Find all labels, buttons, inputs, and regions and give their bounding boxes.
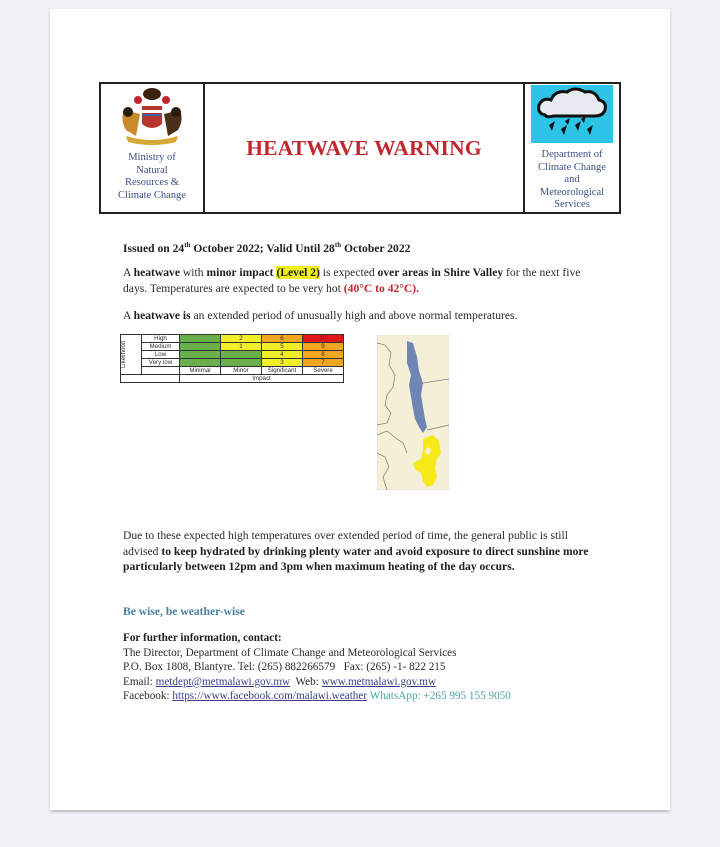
text: for the next five days. Temperatures are expected to be very hot xyxy=(123,266,581,295)
email-link[interactable]: metdept@metmalawi.gov.mw xyxy=(155,675,291,688)
matrix-cell xyxy=(180,359,221,367)
warning-paragraph xyxy=(123,265,603,296)
issued-line xyxy=(123,238,603,256)
department-line: Climate Change xyxy=(538,161,606,173)
department-line: Department of xyxy=(541,149,603,160)
facebook-link[interactable]: https://www.facebook.com/malawi.weather xyxy=(172,690,368,703)
empty-cell xyxy=(142,367,180,375)
text: A xyxy=(123,309,134,322)
empty-cell xyxy=(121,375,142,383)
matrix-cell: 6 xyxy=(262,335,303,343)
department-block xyxy=(525,84,619,212)
column-label: Minor xyxy=(221,367,262,375)
ordinal-suffix: th xyxy=(334,241,342,249)
matrix-cell: 2 xyxy=(221,335,262,343)
matrix-cell xyxy=(180,335,221,343)
text: an extended period of unusually high and above normal temperatures. xyxy=(190,309,518,322)
contact-block xyxy=(123,631,603,704)
matrix-cell xyxy=(180,343,221,351)
contact-address: P.O. Box 1808, Blantyre. Tel: (265) 882266579 Fax: (265) -1- 822 215 xyxy=(123,661,446,674)
contact-director: The Director, Department of Climate Change and Meteorological Services xyxy=(123,646,457,659)
web-link[interactable]: www.metmalawi.gov.mw xyxy=(321,675,437,688)
text: Due to these expected high temperatures over extended period of time, the general public is still advised xyxy=(123,529,568,558)
email-label: Email: xyxy=(123,675,156,688)
text-bold: heatwave xyxy=(133,266,181,279)
area-text: over areas in Shire Valley xyxy=(377,266,504,279)
row-label: Medium xyxy=(142,343,180,351)
text-bold: heatwave is xyxy=(133,309,191,322)
impact-text: minor impact xyxy=(206,266,274,279)
issued-date-text: Issued on 24 xyxy=(123,241,185,255)
ministry-line: Ministry of xyxy=(128,152,176,163)
definition-paragraph xyxy=(123,308,603,324)
matrix-cell: 8 xyxy=(303,351,344,359)
ministry-block xyxy=(101,84,205,212)
row-label: Low xyxy=(142,351,180,359)
column-label: Significant xyxy=(262,367,303,375)
rain-cloud-icon xyxy=(531,85,613,143)
risk-matrix xyxy=(120,334,344,383)
row-label: High xyxy=(142,335,180,343)
ministry-line: Resources & xyxy=(125,177,179,188)
department-name xyxy=(538,149,606,212)
letterhead xyxy=(99,82,621,214)
text: A xyxy=(123,266,134,279)
contact-heading: For further information, contact: xyxy=(123,632,282,644)
malawi-map xyxy=(377,335,449,490)
temperature-range: (40°C to 42°C). xyxy=(343,281,420,295)
text: is expected xyxy=(319,266,378,279)
ministry-line: Natural xyxy=(136,164,168,176)
column-label: Severe xyxy=(303,367,344,375)
department-line: Meteorological xyxy=(539,186,605,198)
matrix-cell: 5 xyxy=(262,343,303,351)
matrix-cell xyxy=(221,359,262,367)
level-highlight: (Level 2) xyxy=(276,266,320,279)
ordinal-suffix: th xyxy=(184,241,191,249)
matrix-cell: 10 xyxy=(303,335,344,343)
matrix-cell xyxy=(221,351,262,359)
ministry-name xyxy=(118,152,186,202)
text: with xyxy=(180,266,207,279)
title-block xyxy=(205,84,525,212)
valid-text: October 2022; Valid Until 28 xyxy=(190,241,335,255)
row-label: Very low xyxy=(142,359,180,367)
ministry-line: Climate Change xyxy=(118,189,186,201)
matrix-cell: 9 xyxy=(303,343,344,351)
advisory-paragraph xyxy=(123,528,603,575)
matrix-cell: 4 xyxy=(262,351,303,359)
likelihood-label: Likelihood xyxy=(121,340,127,369)
empty-cell xyxy=(142,375,180,383)
coat-of-arms-logo xyxy=(112,86,192,146)
impact-label: Impact xyxy=(180,375,344,383)
matrix-cell xyxy=(180,351,221,359)
valid-date-text: October 2022 xyxy=(341,241,411,255)
web-label: Web: xyxy=(290,675,322,688)
facebook-label: Facebook: xyxy=(123,690,173,703)
slogan: Be wise, be weather-wise xyxy=(123,605,245,618)
document-title: HEATWAVE WARNING xyxy=(246,135,482,160)
document-page xyxy=(50,9,670,810)
department-line: Services xyxy=(554,199,590,210)
column-label: Minimal xyxy=(180,367,221,375)
whatsapp-number: WhatsApp: +265 995 155 9050 xyxy=(367,690,511,703)
matrix-cell: 1 xyxy=(221,343,262,351)
matrix-cell: 3 xyxy=(262,359,303,367)
department-line: and xyxy=(564,174,580,185)
matrix-cell: 7 xyxy=(303,359,344,367)
advisory-text: to keep hydrated by drinking plenty water and avoid exposure to direct sunshine more particularly between 12pm and 3pm when maximum heating of the day occurs. xyxy=(123,544,589,573)
likelihood-axis xyxy=(121,335,142,375)
